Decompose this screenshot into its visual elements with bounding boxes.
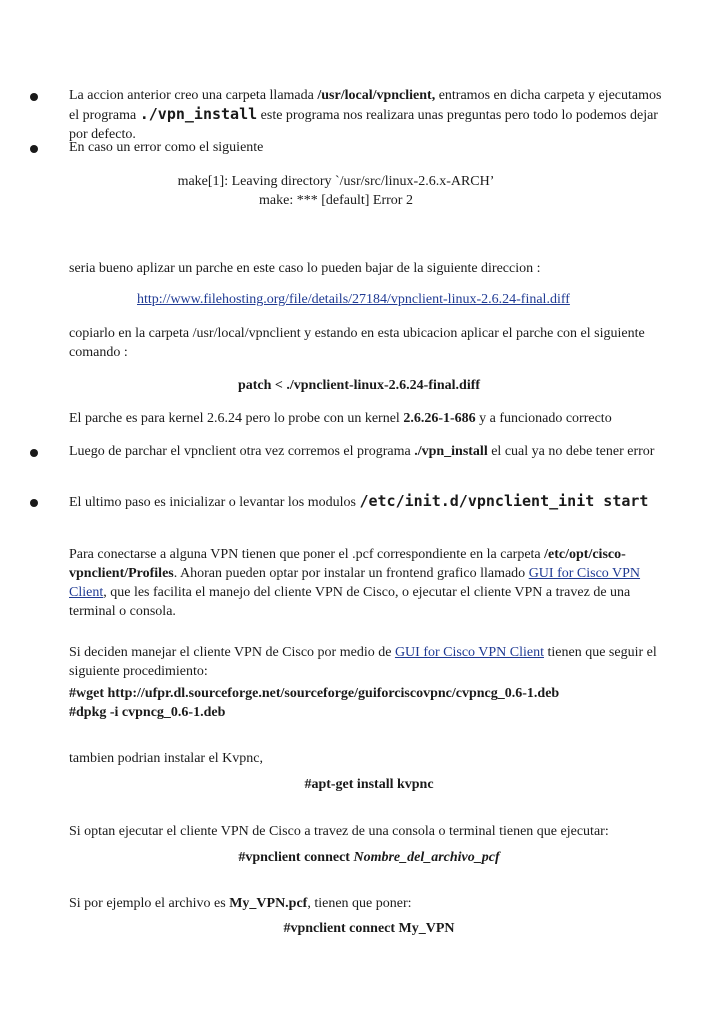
text: La accion anterior creo una carpeta llamada (69, 88, 318, 103)
example-filename: My_VPN.pcf (229, 896, 308, 911)
paragraph-console: Si optan ejecutar el cliente VPN de Cisco a travez de una consola o terminal tienen que ejecutar: (69, 824, 609, 839)
gui-cisco-vpn-link[interactable]: GUI for Cisco VPN Client (394, 645, 545, 660)
bullet-icon (30, 449, 38, 457)
text: entramos en dicha carpeta y ejecutamos el programa (69, 88, 662, 123)
text: el cual ya no debe tener error (487, 444, 655, 459)
install-command: ./vpn_install (414, 444, 488, 459)
example-command: #vpnclient connect My_VPN (283, 921, 455, 936)
text: este programa nos realizara unas preguntas pero todo lo podemos dejar por defecto. (69, 108, 658, 142)
paragraph-install-folder (69, 86, 669, 144)
text: Para conectarse a alguna VPN tienen que poner el .pcf correspondiente en la carpeta (69, 547, 545, 562)
error-line-2: make: *** [default] Error 2 (259, 193, 413, 208)
connect-command (69, 848, 669, 867)
paragraph-init-modules (69, 492, 669, 512)
text: Luego de parchar el vpnclient otra vez corremos el programa (69, 444, 415, 459)
paragraph-gui-procedure (69, 643, 669, 681)
text: tienen que seguir el siguiente procedimiento: (69, 645, 657, 679)
init-command: /etc/init.d/vpnclient_init start (359, 492, 649, 510)
text: . Ahoran pueden optar por instalar un frontend grafico llamado (173, 566, 529, 581)
bullet-icon (30, 499, 38, 507)
bullet-icon (30, 145, 38, 153)
paragraph-rerun-install (69, 442, 669, 461)
dpkg-command: #dpkg -i cvpncg_0.6-1.deb (69, 705, 226, 720)
patch-command: patch < ./vpnclient-linux-2.6.24-final.diff (237, 378, 481, 393)
text: , tienen que poner: (307, 896, 412, 911)
paragraph-connect-vpn (69, 545, 669, 621)
command-argument: Nombre_del_archivo_pcf (353, 850, 500, 865)
paragraph-patch-intro: seria bueno aplizar un parche en este caso lo pueden bajar de la siguiente direccion : (69, 261, 541, 276)
error-line-1: make[1]: Leaving directory `/usr/src/linux-2.6.x-ARCH’ (177, 174, 495, 189)
paragraph-patch-copy: copiarlo en la carpeta /usr/local/vpnclient y estando en esta ubicacion aplicar el parche con el siguiente comando : (69, 326, 645, 360)
apt-command: #apt-get install kvpnc (304, 777, 434, 792)
text: , que les facilita el manejo del cliente VPN de Cisco, o ejecutar el cliente VPN a travez de una terminal o consola. (69, 585, 631, 619)
text: Si deciden manejar el cliente VPN de Cisco por medio de (69, 645, 395, 660)
install-command: ./vpn_install (139, 105, 258, 123)
paragraph-error-intro: En caso un error como el siguiente (69, 140, 264, 155)
profiles-path: /etc/opt/cisco-vpnclient/Profiles (69, 547, 626, 581)
wget-command: #wget http://ufpr.dl.sourceforge.net/sourceforge/guiforciscovpnc/cvpncg_0.6-1.deb (69, 686, 560, 701)
text: y a funcionado correcto (475, 411, 612, 426)
bullet-icon (30, 93, 38, 101)
text: Si por ejemplo el archivo es (69, 896, 230, 911)
text: El ultimo paso es inicializar o levantar los modulos (69, 495, 360, 510)
gui-cisco-vpn-link[interactable]: GUI for Cisco VPN Client (69, 566, 641, 600)
paragraph-example (69, 894, 669, 913)
text: El parche es para kernel 2.6.24 pero lo probe con un kernel (69, 411, 404, 426)
paragraph-kvpnc: tambien podrian instalar el Kvpnc, (69, 751, 263, 766)
folder-path: /usr/local/vpnclient, (317, 88, 436, 103)
patch-download-link[interactable]: http://www.filehosting.org/file/details/27184/vpnclient-linux-2.6.24-final.diff (137, 292, 570, 307)
paragraph-kernel-note (69, 409, 669, 428)
kernel-version: 2.6.26-1-686 (403, 411, 476, 426)
command-text: #vpnclient connect (238, 850, 354, 865)
